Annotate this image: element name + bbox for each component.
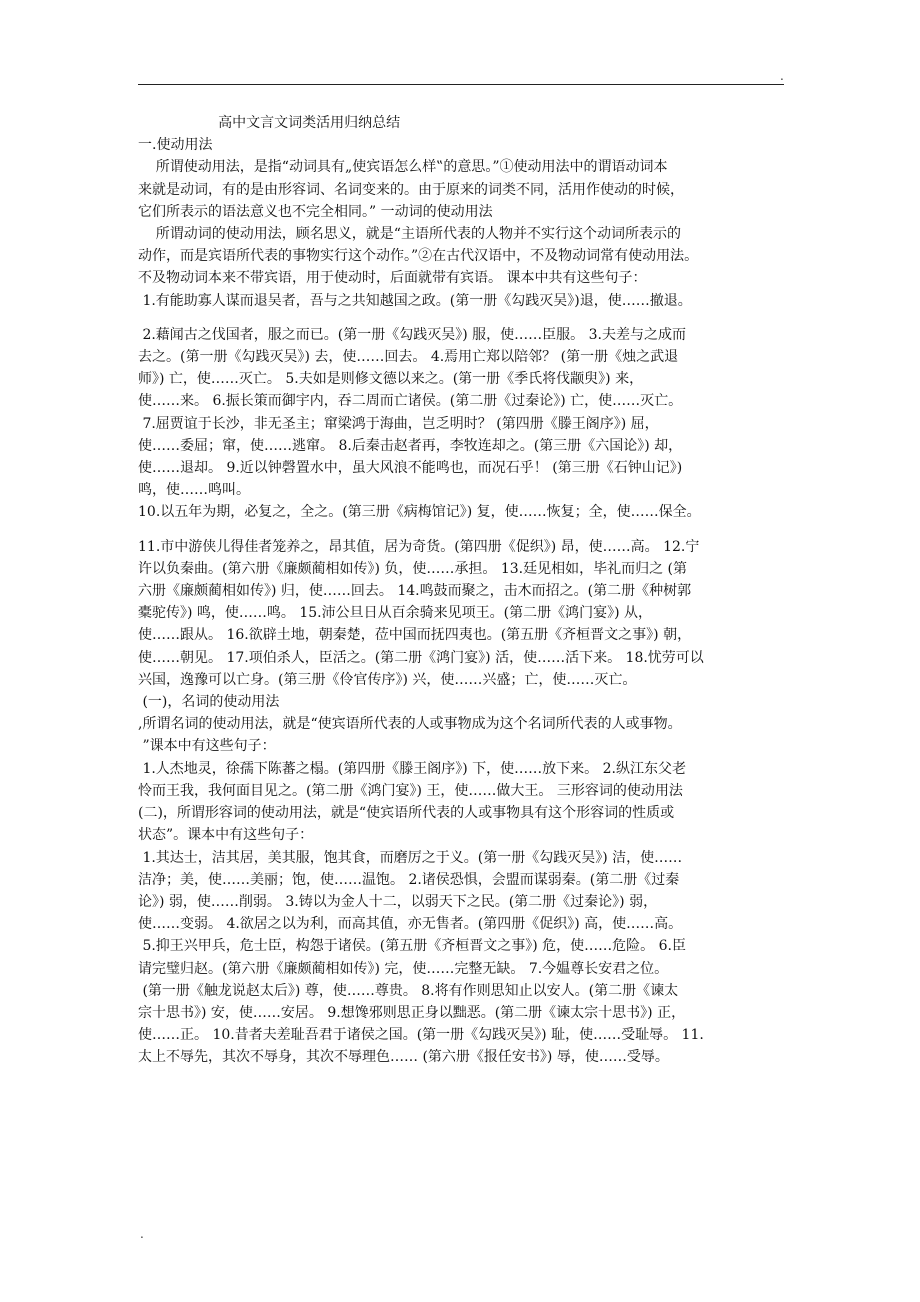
text-line: 所谓使动用法，是指“动词具有„使宾语怎么样‟的意思。”①使动用法中的谓语动词本 xyxy=(138,159,668,176)
text-line: 使……退却。 9.近以钟磬置水中，虽大风浪不能鸣也，而况石乎！ (第三册《石钟山记》) xyxy=(138,460,683,477)
text-line: 来就是动词，有的是由形容词、名词变来的。由于原来的词类不同，活用作使动的时候， xyxy=(138,181,684,198)
text-line: ,所谓名词的使动用法，就是“使宾语所代表的人或事物成为这个名词所代表的人或事物。 xyxy=(138,716,682,733)
text-line: 10.以五年为期，必复之，全之。(第三册《病梅馆记》) 复，使……恢复；全，使……保全。 xyxy=(138,504,701,521)
text-line: 兴国，逸豫可以亡身。(第三册《伶官传序》) 兴，使……兴盛；亡，使……灭亡。 xyxy=(138,671,637,688)
text-line: 它们所表示的语法意义也不完全相同。” 一动词的使动用法 xyxy=(138,203,493,220)
text-line: 动作，而是宾语所代表的事物实行这个动作。”②在古代汉语中，不及物动词常有使动用法。 xyxy=(138,248,699,265)
text-line: 使……委屈；窜，使……逃窜。 8.后秦击赵者再，李牧连却之。(第三册《六国论》) 却， xyxy=(138,437,683,454)
text-line: 1.人杰地灵，徐孺下陈蕃之榻。(第四册《滕王阁序》) 下，使……放下来。 2.纵江东父老 xyxy=(138,760,686,777)
text-line: 宗十思书》) 安，使……安居。 9.想馋邪则思正身以黜恶。(第二册《谏太宗十思书》) 正， xyxy=(138,1004,686,1021)
text-line: 怜而王我，我何面目见之。(第二册《鸿门宴》) 王，使……做大王。 三形容词的使动用法 xyxy=(138,782,683,799)
text-line: 11.市中游侠儿得佳者笼养之，昂其值，居为奇货。(第四册《促织》) 昂，使……高。 12.宁 xyxy=(138,538,700,555)
document-title: 高中文言文词类活用归纳总结 xyxy=(138,115,401,131)
text-line: 1.有能助寡人谋而退吴者，吾与之共知越国之政。(第一册《勾践灭吴》)退，使……撤退。 xyxy=(138,292,692,309)
text-line: 许以负秦曲。(第六册《廉颇蔺相如传》) 负，使……承担。 13.廷见相如，毕礼而归之 (第 xyxy=(138,560,687,577)
text-line: 5.抑王兴甲兵，危士臣，构怨于诸侯。(第五册《齐桓晋文之事》) 危，使……危险。 6.臣 xyxy=(138,938,686,955)
paragraph-gap xyxy=(138,312,788,324)
paragraph-gap xyxy=(138,524,788,536)
text-line: (二)，所谓形容词的使动用法，就是“使宾语所代表的人或事物具有这个形容词的性质或 xyxy=(138,805,675,822)
text-line: 使……来。 6.振长策而御宇内，吞二周而亡诸侯。(第二册《过秦论》) 亡，使……灭亡。 xyxy=(138,393,683,410)
text-line: 一.使动用法 xyxy=(138,137,213,154)
text-line: ”课本中有这些句子： xyxy=(138,738,276,755)
text-line: 使……正。 10.昔者夫差耻吾君于诸侯之国。(第一册《勾践灭吴》) 耻，使……受耻辱。 11. xyxy=(138,1027,704,1044)
text-line: 状态”。课本中有这些句子： xyxy=(138,827,314,844)
footer-dot: . xyxy=(140,1227,144,1241)
text-line: 去之。(第一册《勾践灭吴》) 去，使……回去。 4.焉用亡郑以陪邻？ (第一册《烛之武退 xyxy=(138,349,679,366)
text-line: 使……跟从。 16.欲辟土地，朝秦楚，莅中国而抚四夷也。(第五册《齐桓晋文之事》) 朝， xyxy=(138,627,692,644)
text-line: 不及物动词本来不带宾语，用于使动时，后面就带有宾语。 课本中共有这些句子： xyxy=(138,270,647,287)
text-line: 六册《廉颇蔺相如传》) 归，使……回去。 14.鸣鼓而聚之，击木而招之。(第二册《种树郭 xyxy=(138,583,692,600)
document-body xyxy=(138,112,788,1069)
text-line: 请完璧归赵。(第六册《廉颇蔺相如传》) 完，使……完整无缺。 7.今媪尊长安君之位。 xyxy=(138,960,669,977)
text-line: 2.藉闻古之伐国者，服之而已。(第一册《勾践灭吴》) 服，使……臣服。 3.夫差与之成而 xyxy=(138,326,686,343)
text-line: 橐驼传》) 鸣，使……鸣。 15.沛公旦日从百余骑来见项王。(第二册《鸿门宴》) 从， xyxy=(138,605,652,622)
text-line: 7.屈贾谊于长沙，非无圣主；窜梁鸿于海曲，岂乏明时？ (第四册《滕王阁序》) 屈， xyxy=(138,415,659,432)
text-line: 所谓动词的使动用法，顾名思义，就是“主语所代表的人物并不实行这个动词所表示的 xyxy=(138,226,681,243)
text-line: 1.其达士，洁其居，美其服，饱其食，而磨厉之于义。(第一册《勾践灭吴》) 洁，使…… xyxy=(138,849,683,866)
text-line: (一)，名词的使动用法 xyxy=(138,694,280,711)
text-line: (第一册《触龙说赵太后》) 尊，使……尊贵。 8.将有作则思知止以安人。(第二册《谏太 xyxy=(138,982,679,999)
text-line: 使……朝见。 17.项伯杀人，臣活之。(第二册《鸿门宴》) 活，使……活下来。 18.忧劳可以 xyxy=(138,649,704,666)
text-line: 论》) 弱，使……削弱。 3.铸以为金人十二，以弱天下之民。(第二册《过秦论》) 弱， xyxy=(138,893,658,910)
header-dot: . xyxy=(780,69,784,83)
text-line: 洁净；美，使……美丽；饱，使……温饱。 2.诸侯恐惧，会盟而谋弱秦。(第二册《过秦 xyxy=(138,871,680,888)
text-line: 师》) 亡，使……灭亡。 5.夫如是则修文德以来之。(第一册《季氏将伐颛臾》) 来， xyxy=(138,371,644,388)
text-line: 太上不辱先，其次不辱身，其次不辱理色…… (第六册《报任安书》) 辱，使……受辱。 xyxy=(138,1049,669,1066)
header-rule xyxy=(138,84,784,85)
text-line: 使……变弱。 4.欲居之以为利，而高其值，亦无售者。(第四册《促织》) 高，使……高。 xyxy=(138,916,683,933)
text-line: 鸣，使……鸣叫。 xyxy=(138,482,250,499)
